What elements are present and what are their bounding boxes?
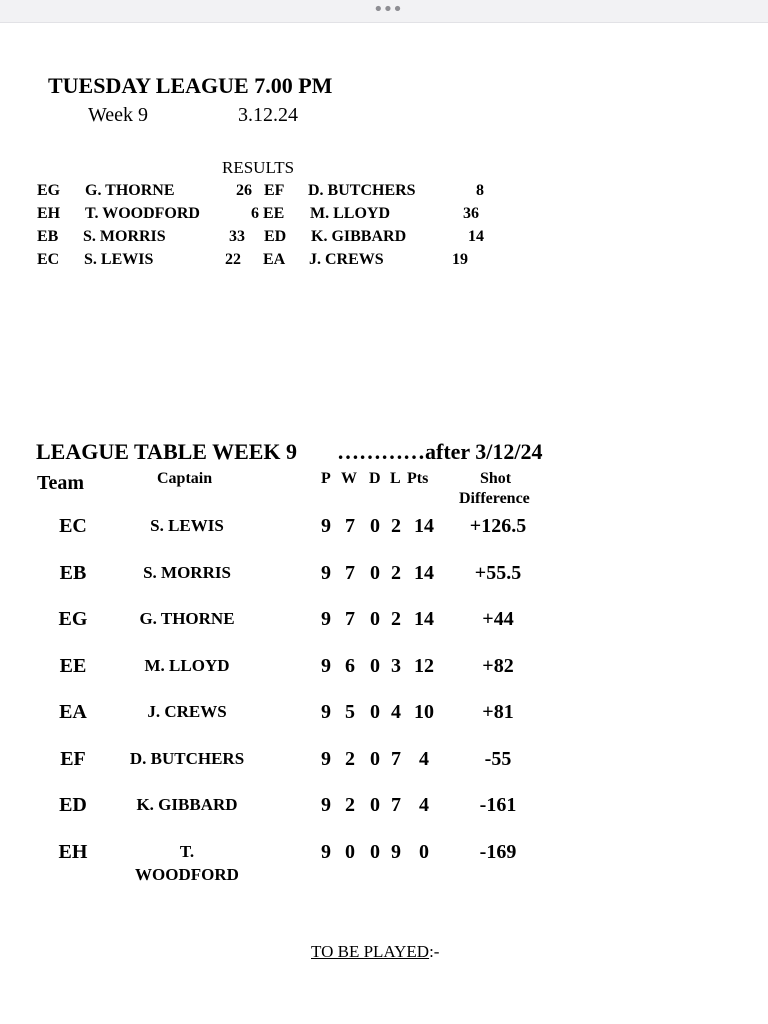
cell-pts: 14 [414, 562, 434, 584]
home-score: 26 [236, 182, 252, 199]
page-title: TUESDAY LEAGUE 7.00 PM [48, 73, 333, 98]
to-be-played-label: TO BE PLAYED [311, 942, 430, 961]
league-table-after: …………after 3/12/24 [337, 439, 543, 464]
cell-shot-difference: +81 [482, 701, 514, 723]
cell-l: 3 [391, 655, 401, 677]
cell-captain: D. BUTCHERS [129, 749, 245, 768]
cell-pts: 4 [419, 794, 429, 816]
cell-d: 0 [370, 748, 380, 770]
cell-shot-difference: -169 [479, 841, 517, 863]
cell-pts: 0 [419, 841, 429, 863]
cell-pts: 12 [414, 655, 434, 677]
cell-w: 7 [345, 515, 355, 537]
cell-team: EH [58, 841, 88, 863]
cell-p: 9 [321, 701, 331, 723]
header-shot: Shot [480, 470, 512, 487]
cell-shot-difference: +126.5 [469, 515, 527, 537]
home-team: EG [37, 182, 61, 199]
cell-d: 0 [370, 794, 380, 816]
cell-shot-difference: +55.5 [474, 562, 522, 584]
header-difference: Difference [459, 490, 530, 507]
cell-d: 0 [370, 608, 380, 630]
home-captain: S. LEWIS [84, 251, 154, 268]
away-team: EA [263, 251, 286, 268]
away-captain: D. BUTCHERS [308, 182, 416, 199]
cell-d: 0 [370, 515, 380, 537]
away-captain: J. CREWS [309, 251, 384, 268]
cell-team: EC [59, 515, 87, 537]
home-score: 22 [225, 251, 241, 268]
cell-captain: J. CREWS [147, 702, 227, 721]
away-score: 36 [463, 205, 479, 222]
cell-d: 0 [370, 701, 380, 723]
week-label: Week 9 [88, 104, 149, 126]
cell-team: ED [59, 794, 87, 816]
to-be-played [311, 942, 439, 962]
header-captain: Captain [157, 470, 213, 487]
header-l: L [390, 470, 401, 487]
cell-captain-line2: WOODFORD [135, 865, 239, 884]
cell-l: 2 [391, 608, 401, 630]
cell-team: EB [59, 562, 87, 584]
cell-l: 7 [391, 748, 401, 770]
cell-pts: 10 [414, 701, 434, 723]
home-score: 33 [229, 228, 245, 245]
cell-w: 2 [345, 748, 355, 770]
cell-pts: 14 [414, 515, 434, 537]
away-team: EF [264, 182, 285, 199]
results-heading: RESULTS [222, 158, 295, 177]
cell-w: 2 [345, 794, 355, 816]
cell-captain: S. LEWIS [150, 516, 224, 535]
cell-captain: M. LLOYD [144, 656, 230, 675]
away-team: ED [264, 228, 287, 245]
cell-team: EA [59, 701, 87, 723]
home-captain: S. MORRIS [83, 228, 166, 245]
cell-p: 9 [321, 562, 331, 584]
cell-d: 0 [370, 841, 380, 863]
cell-captain: G. THORNE [139, 609, 235, 628]
cell-captain: S. MORRIS [143, 563, 231, 582]
away-team: EE [263, 205, 285, 222]
cell-p: 9 [321, 515, 331, 537]
cell-shot-difference: -161 [479, 794, 517, 816]
home-team: EH [37, 205, 61, 222]
home-score: 6 [251, 205, 259, 222]
cell-l: 7 [391, 794, 401, 816]
cell-p: 9 [321, 655, 331, 677]
cell-w: 5 [345, 701, 355, 723]
away-score: 8 [476, 182, 484, 199]
cell-l: 2 [391, 515, 401, 537]
cell-d: 0 [370, 562, 380, 584]
home-team: EC [37, 251, 60, 268]
cell-captain: T. [179, 842, 195, 861]
cell-l: 2 [391, 562, 401, 584]
cell-p: 9 [321, 608, 331, 630]
away-captain: K. GIBBARD [311, 228, 407, 245]
top-bar [0, 0, 768, 23]
cell-shot-difference: -55 [484, 748, 512, 770]
to-be-played-suffix: :- [429, 942, 440, 961]
away-score: 14 [468, 228, 484, 245]
cell-w: 6 [345, 655, 355, 677]
cell-l: 4 [391, 701, 401, 723]
header-team: Team [37, 472, 85, 494]
cell-l: 9 [391, 841, 401, 863]
header-p: P [321, 470, 331, 487]
cell-team: EE [59, 655, 87, 677]
cell-captain: K. GIBBARD [136, 795, 238, 814]
home-captain: G. THORNE [85, 182, 175, 199]
cell-shot-difference: +82 [482, 655, 514, 677]
date-label: 3.12.24 [238, 104, 298, 126]
header-pts: Pts [407, 470, 429, 487]
cell-pts: 14 [414, 608, 434, 630]
cell-p: 9 [321, 748, 331, 770]
league-table-title: LEAGUE TABLE WEEK 9 [36, 439, 298, 464]
cell-w: 7 [345, 562, 355, 584]
away-score: 19 [452, 251, 468, 268]
cell-w: 7 [345, 608, 355, 630]
header-d: D [369, 470, 381, 487]
cell-w: 0 [345, 841, 355, 863]
more-options-icon[interactable]: ••• [373, 0, 402, 20]
home-team: EB [37, 228, 59, 245]
cell-shot-difference: +44 [482, 608, 514, 630]
cell-team: EF [60, 748, 86, 770]
cell-pts: 4 [419, 748, 429, 770]
cell-d: 0 [370, 655, 380, 677]
cell-p: 9 [321, 794, 331, 816]
header-w: W [341, 470, 357, 487]
away-captain: M. LLOYD [310, 205, 390, 222]
home-captain: T. WOODFORD [85, 205, 200, 222]
cell-team: EG [58, 608, 88, 630]
cell-p: 9 [321, 841, 331, 863]
